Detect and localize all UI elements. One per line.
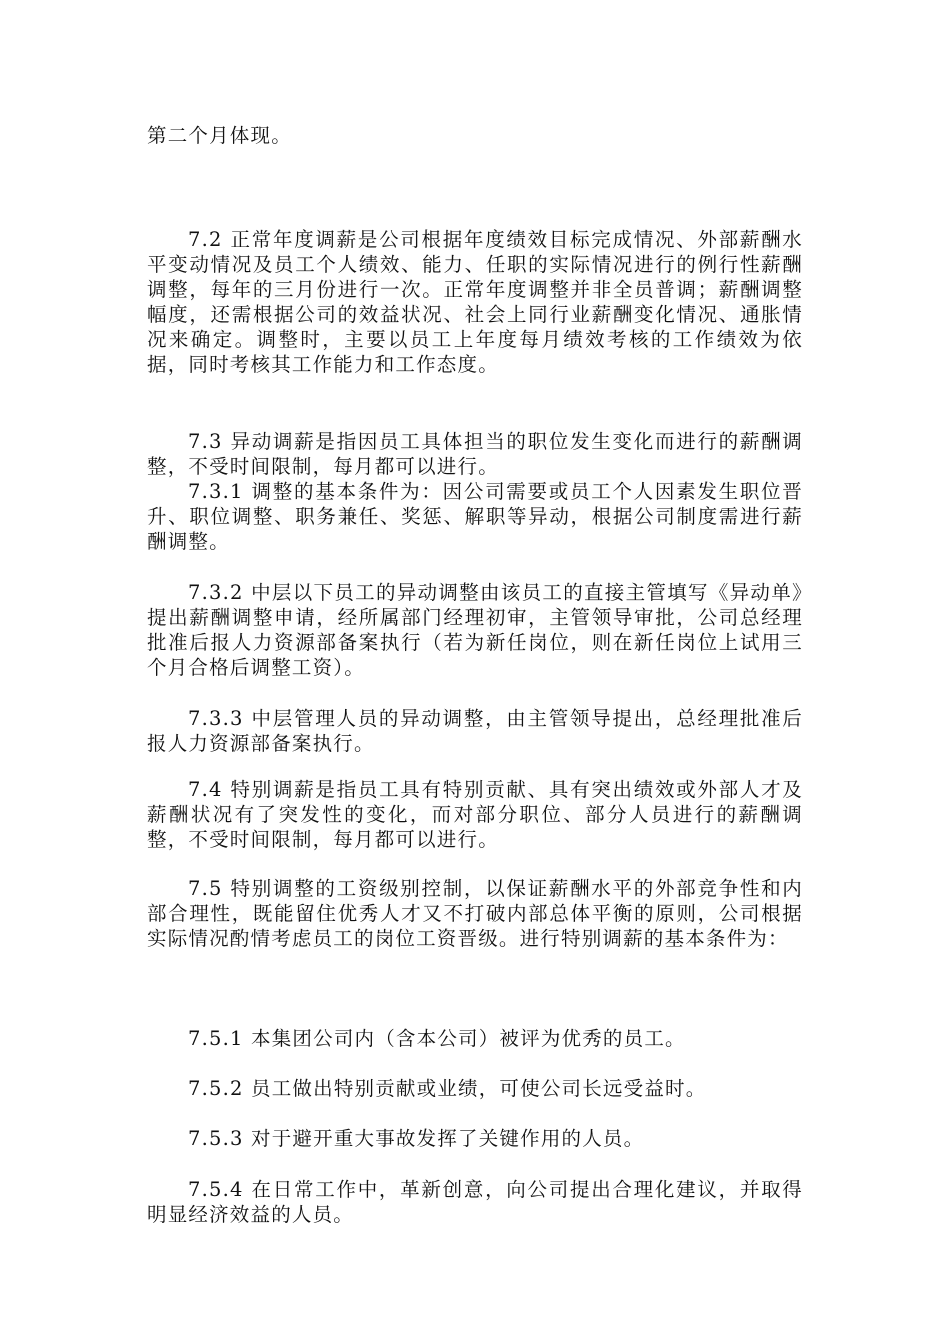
paragraph-continuation: 第二个月体现。	[147, 124, 292, 147]
paragraph-7-2: 7.2 正常年度调薪是公司根据年度绩效目标完成情况、外部薪酬水平变动情况及员工个人绩效、能力、任职的实际情况进行的例行性薪酬调整，每年的三月份进行一次。正常年度调整并非全员普调；薪酬调整幅度，还需根据公司的效益状况、社会上同行业薪酬变化情况、通胀情况来确定。调整时，主要以员工上年度每月绩效考核的工作绩效为依据，同时考核其工作能力和工作态度。	[147, 228, 803, 376]
paragraph-7-5-4: 7.5.4 在日常工作中，革新创意，向公司提出合理化建议，并取得明显经济效益的人员。	[147, 1178, 803, 1226]
paragraph-7-3-1: 7.3.1 调整的基本条件为：因公司需要或员工个人因素发生职位晋升、职位调整、职务兼任、奖惩、解职等异动，根据公司制度需进行薪酬调整。	[147, 480, 803, 553]
paragraph-7-4: 7.4 特别调薪是指员工具有特别贡献、具有突出绩效或外部人才及薪酬状况有了突发性的变化，而对部分职位、部分人员进行的薪酬调整，不受时间限制，每月都可以进行。	[147, 778, 803, 851]
paragraph-7-3: 7.3 异动调薪是指因员工具体担当的职位发生变化而进行的薪酬调整，不受时间限制，每月都可以进行。	[147, 430, 803, 478]
paragraph-7-5-3: 7.5.3 对于避开重大事故发挥了关键作用的人员。	[188, 1127, 645, 1150]
paragraph-7-5-1: 7.5.1 本集团公司内（含本公司）被评为优秀的员工。	[188, 1027, 686, 1050]
paragraph-7-3-2: 7.3.2 中层以下员工的异动调整由该员工的直接主管填写《异动单》提出薪酬调整申请，经所属部门经理初审，主管领导审批，公司总经理批准后报人力资源部备案执行（若为新任岗位，则在新任岗位上试用三个月合格后调整工资）。	[147, 581, 803, 679]
paragraph-7-5-2: 7.5.2 员工做出特别贡献或业绩，可使公司长远受益时。	[188, 1077, 707, 1100]
paragraph-7-5: 7.5 特别调整的工资级别控制，以保证薪酬水平的外部竞争性和内部合理性，既能留住优秀人才又不打破内部总体平衡的原则，公司根据实际情况酌情考虑员工的岗位工资晋级。进行特别调薪的基本条件为：	[147, 877, 803, 950]
paragraph-7-3-3: 7.3.3 中层管理人员的异动调整，由主管领导提出，总经理批准后报人力资源部备案执行。	[147, 707, 803, 755]
